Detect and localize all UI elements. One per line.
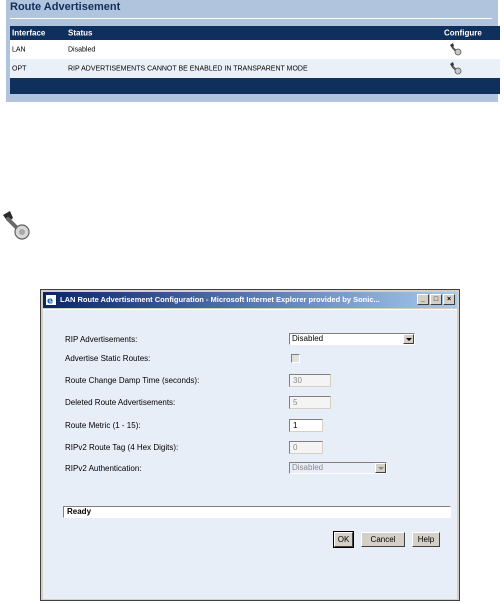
ripv2-authentication-label: RIPv2 Authentication: <box>65 464 142 473</box>
rip-advertisements-select[interactable] <box>289 333 415 345</box>
configuration-dialog-window <box>40 289 460 601</box>
route-advertisement-panel <box>6 0 498 102</box>
route-change-damp-time-input[interactable]: 30 <box>289 374 331 387</box>
table-row <box>10 40 500 59</box>
ripv2-route-tag-input[interactable]: 0 <box>289 441 323 454</box>
table-footer <box>10 78 500 94</box>
route-metric-input[interactable]: 1 <box>289 419 323 432</box>
route-change-damp-time-label: Route Change Damp Time (seconds): <box>65 376 200 385</box>
table-row <box>10 59 500 78</box>
maximize-button[interactable]: □ <box>430 294 442 305</box>
svg-text:e: e <box>47 296 54 306</box>
row-interface: OPT <box>12 65 27 72</box>
row-interface: LAN <box>12 46 26 53</box>
configure-wrench-icon[interactable] <box>448 42 462 58</box>
advertise-static-routes-label: Advertise Static Routes: <box>65 354 151 363</box>
internet-explorer-icon <box>45 294 57 306</box>
rip-advertisements-value: Disabled <box>292 334 324 343</box>
configure-wrench-icon <box>0 209 32 241</box>
window-controls <box>417 294 455 305</box>
dropdown-arrow-icon[interactable] <box>375 463 386 473</box>
column-header-interface: Interface <box>12 28 46 38</box>
table-header <box>10 26 500 40</box>
rip-advertisements-label: RIP Advertisements: <box>65 335 138 344</box>
deleted-route-advertisements-label: Deleted Route Advertisements: <box>65 398 176 407</box>
close-button[interactable]: × <box>443 294 455 305</box>
dropdown-arrow-icon[interactable] <box>403 334 414 344</box>
ripv2-authentication-value: Disabled <box>292 463 324 472</box>
minimize-button[interactable]: _ <box>417 294 429 305</box>
row-status: RIP ADVERTISEMENTS CANNOT BE ENABLED IN TRANSPARENT MODE <box>68 65 308 72</box>
cancel-button[interactable]: Cancel <box>361 532 405 547</box>
section-title: Route Advertisement <box>10 1 121 13</box>
route-advertisement-table <box>10 26 500 94</box>
ripv2-authentication-select[interactable] <box>289 462 387 474</box>
title-divider <box>10 18 492 19</box>
help-button[interactable]: Help <box>412 532 440 547</box>
column-header-configure: Configure <box>444 28 482 38</box>
column-header-status: Status <box>68 28 93 38</box>
configure-wrench-icon[interactable] <box>448 61 462 77</box>
ripv2-route-tag-label: RIPv2 Route Tag (4 Hex Digits): <box>65 443 179 452</box>
route-metric-label: Route Metric (1 - 15): <box>65 421 141 430</box>
ok-button[interactable]: OK <box>334 532 353 547</box>
dialog-content <box>43 309 457 599</box>
advertise-static-routes-checkbox[interactable] <box>291 354 300 363</box>
status-field: Ready <box>63 506 451 518</box>
title-bar[interactable] <box>43 292 457 308</box>
row-status: Disabled <box>68 46 96 53</box>
deleted-route-advertisements-input[interactable]: 5 <box>289 396 331 409</box>
window-title: LAN Route Advertisement Configuration - Microsoft Internet Explorer provided by Sonic... <box>60 295 380 304</box>
